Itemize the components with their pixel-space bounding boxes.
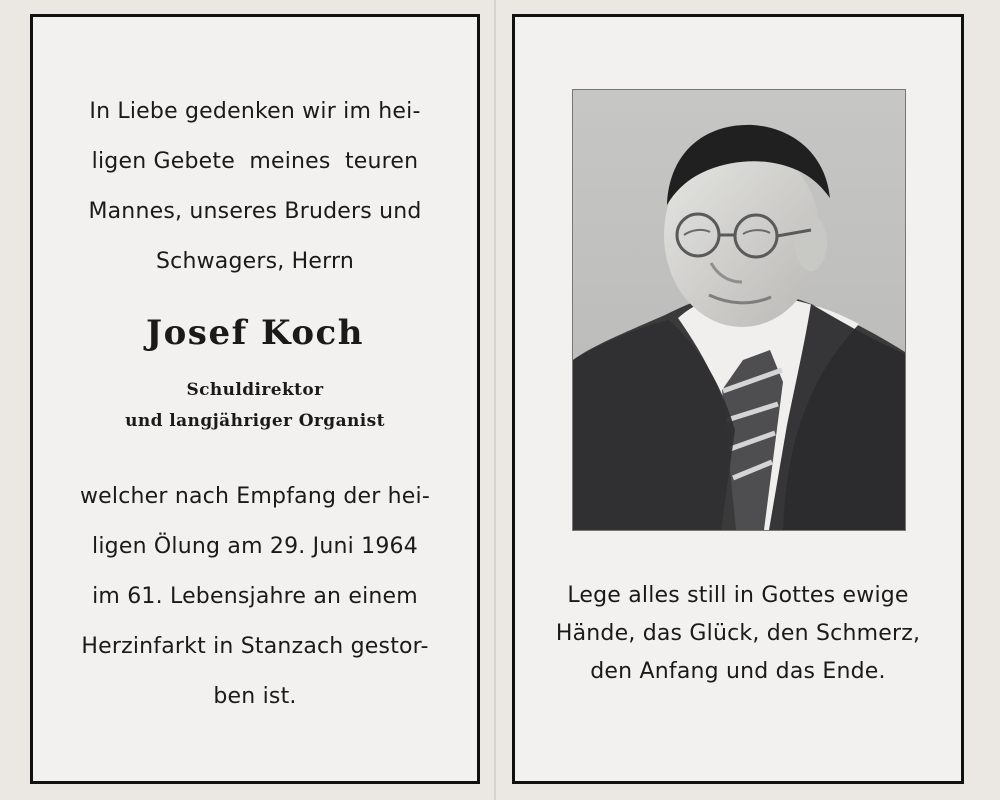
details-line-4: Herzinfarkt in Stanzach gestor- xyxy=(81,634,429,659)
details-line-5: ben ist. xyxy=(213,684,297,709)
memorial-card-right xyxy=(512,14,964,784)
deceased-name: Josef Koch xyxy=(146,313,364,353)
verse-line-1: Lege alles still in Gottes ewige xyxy=(567,583,909,608)
title-line-1: Schuldirektor xyxy=(186,380,324,400)
verse-line-3: den Anfang und das Ende. xyxy=(590,659,886,684)
memorial-card-left xyxy=(30,14,480,784)
intro-text xyxy=(33,87,477,287)
portrait-photo xyxy=(572,89,906,531)
details-line-1: welcher nach Empfang der hei- xyxy=(79,484,430,509)
details-text xyxy=(33,472,477,722)
intro-line-1: In Liebe gedenken wir im hei- xyxy=(89,99,421,124)
details-line-3: im 61. Lebensjahre an einem xyxy=(92,584,418,609)
memorial-verse xyxy=(515,577,961,691)
intro-line-3: Mannes, unseres Bruders und xyxy=(88,199,422,224)
portrait-photo-icon xyxy=(573,90,905,530)
intro-line-4: Schwagers, Herrn xyxy=(155,249,354,274)
verse-line-2: Hände, das Glück, den Schmerz, xyxy=(555,621,921,646)
details-line-2: ligen Ölung am 29. Juni 1964 xyxy=(92,534,418,559)
card-fold-line xyxy=(494,0,496,800)
title-line-2: und langjähriger Organist xyxy=(125,411,385,431)
intro-line-2: ligen Gebete meines teuren xyxy=(91,149,419,174)
